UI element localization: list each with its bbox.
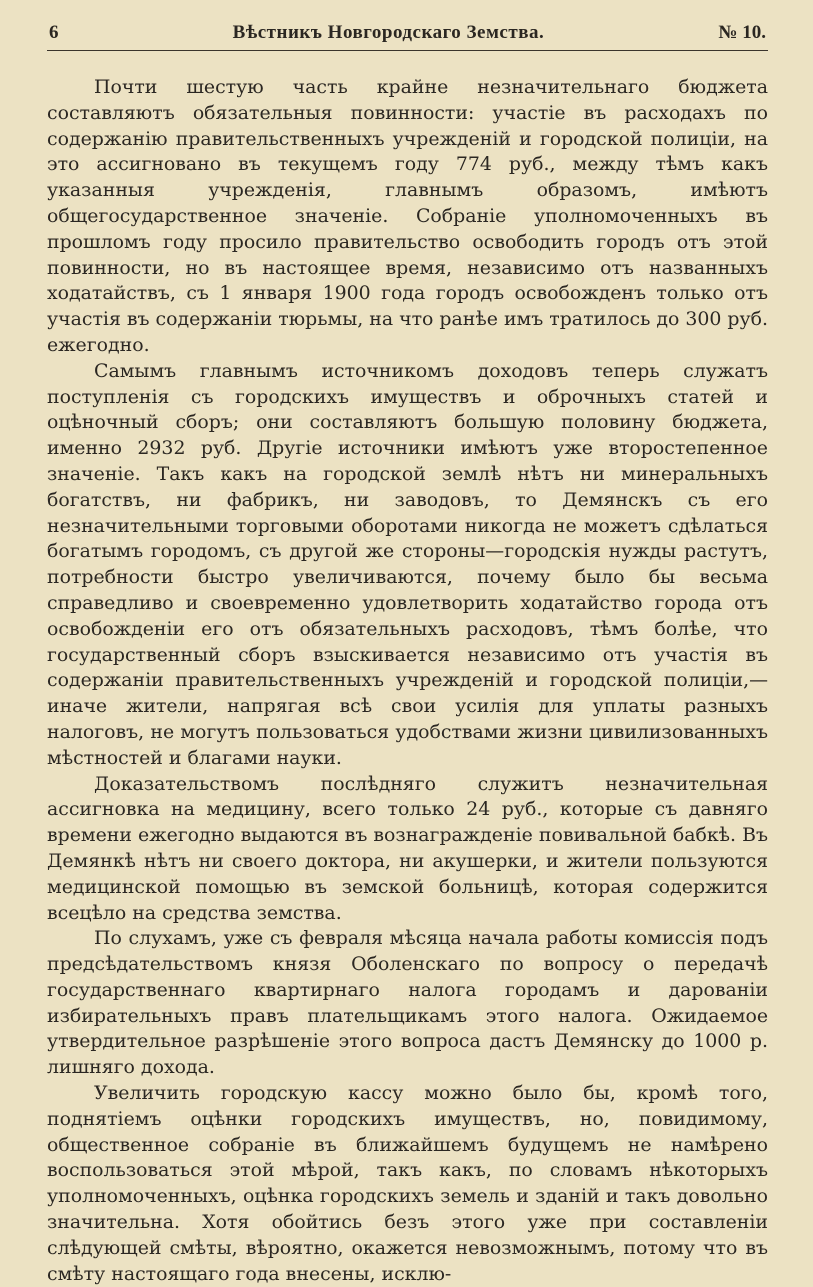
running-header bbox=[47, 22, 768, 51]
paragraph: Самымъ главнымъ источникомъ доходовъ теперь служатъ поступленія съ городскихъ имуществъ и оброчныхъ статей и оцѣночный сборъ; они составляютъ большую половину бюджета, именно 2932 руб. Другіе источники имѣютъ уже второстепенное значеніе. Такъ какъ на городской землѣ нѣтъ ни минеральныхъ богатствъ, ни фабрикъ, ни заводовъ, то Демянскъ съ его незначительными торговыми оборотами никогда не можетъ сдѣлаться богатымъ городомъ, съ другой же стороны—городскія нужды растутъ, потребности быстро увеличиваются, почему было бы весьма справедливо и своевременно удовлетворить ходатайство города отъ освобожденіи его отъ обязательныхъ расходовъ, тѣмъ болѣе, что государственный сборъ взыскивается независимо отъ участія въ содержаніи правительственныхъ учрежденій и городской полиціи,—иначе жители, напрягая всѣ свои усилія для уплаты разныхъ налоговъ, не могутъ пользоваться удобствами жизни цивилизованныхъ мѣстностей и благами науки. bbox=[47, 359, 768, 769]
article-body bbox=[47, 75, 768, 1287]
paragraph: Доказательствомъ послѣдняго служитъ незначительная ассигновка на медицину, всего только 24 руб., которые съ давняго времени ежегодно выдаются въ вознагражденіе повивальной бабкѣ. Въ Демянкѣ нѣтъ ни своего доктора, ни акушерки, и жители пользуются медицинской помощью въ земской больницѣ, которая содержится всецѣло на средства земства. bbox=[47, 772, 768, 924]
issue-number: № 10. bbox=[718, 22, 766, 43]
journal-title: Вѣстникъ Новгородскаго Земства. bbox=[232, 22, 545, 43]
paragraph: Почти шестую часть крайне незначительнаго бюджета составляютъ обязательныя повинности: участіе въ расходахъ по содержанію правительственныхъ учрежденій и городской полиціи, на это ассигновано въ текущемъ году 774 руб., между тѣмъ какъ указанныя учрежденія, главнымъ образомъ, имѣютъ общегосударственное значеніе. Собраніе уполномоченныхъ въ прошломъ году просило правительство освободить городъ отъ этой повинности, но въ настоящее время, независимо отъ названныхъ ходатайствъ, съ 1 января 1900 года городъ освобожденъ только отъ участія въ содержаніи тюрьмы, на что ранѣе имъ тратилось до 300 руб. ежегодно. bbox=[47, 76, 769, 356]
paragraph: Увеличить городскую кассу можно было бы, кромѣ того, поднятіемъ оцѣнки городскихъ имуществъ, но, повидимому, общественное собраніе въ ближайшемъ будущемъ не намѣрено воспользоваться этой мѣрой, такъ какъ, по словамъ нѣкоторыхъ уполномоченныхъ, оцѣнка городскихъ земель и зданій и такъ довольно значительна. Хотя обойтись безъ этого уже при составленіи слѣдующей смѣты, вѣроятно, окажется невозможнымъ, потому что въ смѣту настоящаго года внесены, исклю- bbox=[47, 1082, 768, 1285]
paragraph: По слухамъ, уже съ февраля мѣсяца начала работы комиссія подъ предсѣдательствомъ князя Оболенскаго по вопросу о передачѣ государственнаго квартирнаго налога городамъ и дарованіи избирательныхъ правъ плательщикамъ этого налога. Ожидаемое утвердительное разрѣшеніе этого вопроса дастъ Демянску до 1000 р. лишняго дохода. bbox=[47, 927, 768, 1079]
page-number: 6 bbox=[49, 22, 59, 43]
